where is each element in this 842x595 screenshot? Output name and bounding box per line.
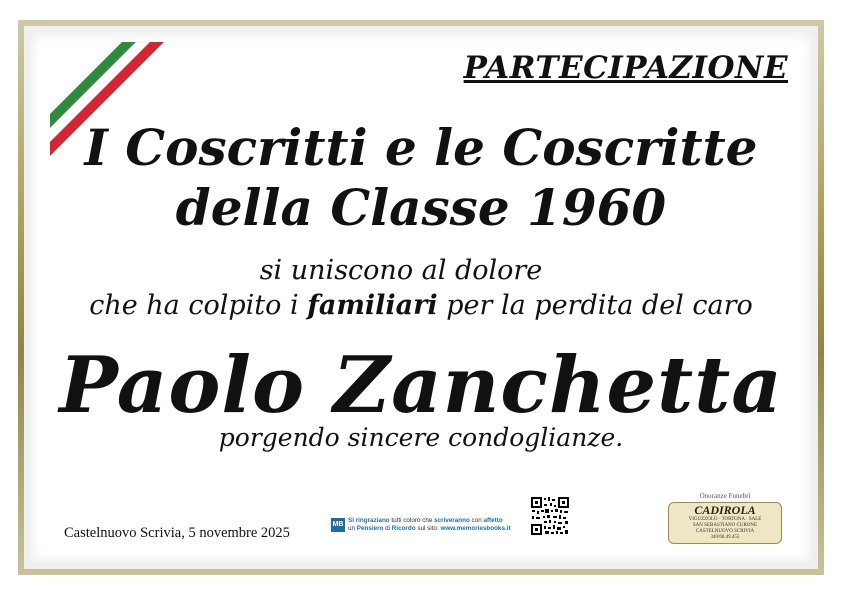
qr-code-icon[interactable] — [530, 496, 570, 536]
headline-line-1: I Coscritti e le Coscritte — [84, 118, 758, 177]
memoriesbooks-note[interactable]: MB Si ringraziano tutti coloro che scriveranno con affetto un Pensiero di Ricordo sul sito: www.memoriesbooks.it — [332, 517, 511, 532]
notice-kicker: PARTECIPAZIONE — [463, 50, 788, 86]
familiari-emphasis: familiari — [307, 290, 438, 321]
memoriesbooks-icon: MB — [331, 518, 345, 532]
funeral-home-phone: 340/68.49.455 — [710, 535, 740, 540]
headline-line-2: della Classe 1960 — [175, 178, 667, 237]
notice-headline — [0, 118, 842, 238]
funeral-home-logo: Onoranze Funebri CADIROLA VIGUZZOLO · TORTONA · SALE SAN SEBASTIANO CURONE CASTELNUOVO SCRIVIA 340/68.49.455 — [668, 492, 782, 542]
deceased-name: Paolo Zanchetta — [59, 340, 783, 431]
sub-line-1: si uniscono al dolore — [259, 255, 543, 286]
closing-line: porgendo sincere condoglianze. — [218, 423, 624, 452]
funeral-home-scroll: CADIROLA VIGUZZOLO · TORTONA · SALE SAN SEBASTIANO CURONE CASTELNUOVO SCRIVIA 340/68.49.455 — [668, 502, 782, 544]
funeral-home-name: CADIROLA — [694, 503, 756, 517]
place-date: Castelnuovo Scrivia, 5 novembre 2025 — [64, 525, 290, 541]
memoriesbooks-link[interactable]: www.memoriesbooks.it — [440, 525, 511, 532]
sub-line-2: che ha colpito i familiari per la perdita del caro — [89, 290, 753, 321]
